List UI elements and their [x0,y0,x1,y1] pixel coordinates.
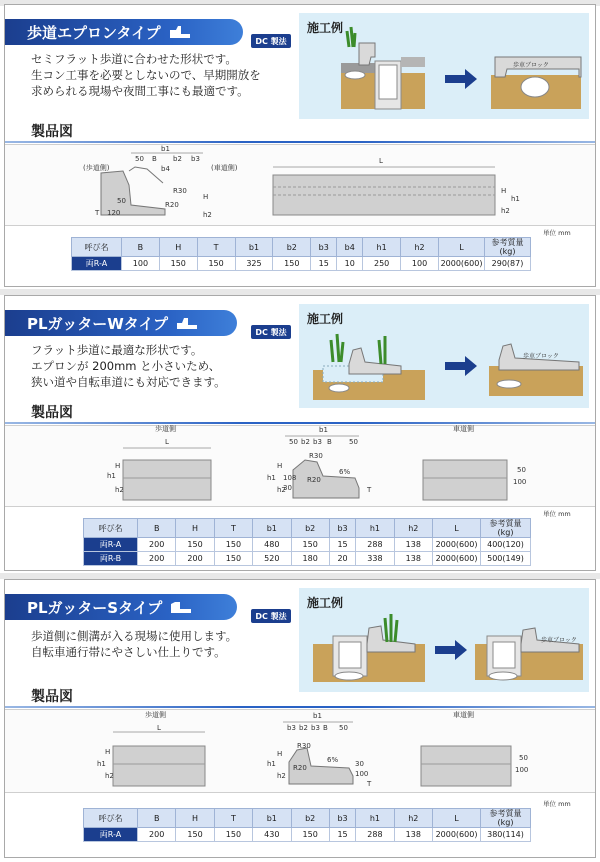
th-b2: b2 [273,238,311,257]
th-b4: b4 [337,238,363,257]
divider [5,141,596,143]
cell: 288 [356,828,394,842]
dim-slope: 6% [339,468,351,476]
dim-L: L [379,157,383,165]
example-label: 施工例 [307,21,344,35]
dim-30: 30 [283,484,292,492]
cell: 200 [138,538,176,552]
unit-label: 単位 mm [543,229,571,237]
dim-b2: b2 [173,155,182,163]
dim-h1: h1 [107,472,116,480]
dim-T: T [95,209,100,217]
table-row [84,828,531,842]
construction-example [299,304,589,408]
dim-h2-front: h2 [501,207,510,215]
section-gutter-w [4,295,596,571]
th-H: H [159,238,197,257]
dim-108: 108 [283,474,297,482]
th-name: 呼び名 [72,238,122,257]
cell: 2000(600) [439,257,485,271]
cell: 430 [253,828,291,842]
cell: 338 [356,552,394,566]
cell: 150 [273,257,311,271]
cell: 150 [214,828,252,842]
dim-b1: b1 [319,426,328,434]
dim-50: 50 [289,438,298,446]
cell: 480 [253,538,291,552]
dim-B: B [323,724,328,732]
cell: 200 [138,552,176,566]
dim-r20: R20 [293,764,307,772]
desc-line: 歩道側に側溝が入る現場に使用します。 [31,629,238,643]
dim-b3: b3 [313,438,322,446]
cell: 380(114) [481,828,531,842]
unit-label: 単位 mm [543,800,571,808]
cell: 両R-B [84,552,138,566]
cell: 290(87) [485,257,531,271]
side-label-sidewalk: (歩道側) [83,164,110,172]
dim-120: 120 [107,209,121,217]
dim-r30: R30 [173,187,187,195]
spec-table [83,518,531,566]
dim-H-mid: H [277,462,283,470]
section-title-bar [5,310,237,336]
dim-50-rt: 50 [517,466,526,474]
desc-line: 求められる現場や夜間工事にも最適です。 [31,84,249,98]
drawing-title: 製品図 [31,689,73,705]
th-b3: b3 [329,519,355,538]
section-gutter-s [4,579,596,858]
dim-b1: b1 [313,712,322,720]
dim-50-left: 50 [117,197,126,205]
cell: 20 [329,552,355,566]
side-label-roadway: 車道側 [453,425,474,433]
cell: 15 [329,538,355,552]
cell: 200 [176,552,214,566]
cell: 2000(600) [433,538,481,552]
construction-example [299,588,589,692]
curb-profile-icon [169,25,191,39]
th-T: T [214,519,252,538]
dim-H-mid: H [277,750,283,758]
th-h1: h1 [356,809,394,828]
example-block-label: 歩車ブロック [541,637,577,644]
example-block-label: 歩車ブロック [513,62,549,69]
dim-r30: R30 [309,452,323,460]
section-title: PLガッターSタイプ [27,598,163,617]
section-description [31,342,226,390]
product-drawing [5,425,596,507]
dim-T: T [367,780,372,788]
table-header-row [84,519,531,538]
cell: 150 [214,538,252,552]
dim-50-rt: 50 [519,754,528,762]
table-row [84,552,531,566]
dim-b4: b4 [161,165,170,173]
dim-h2: h2 [115,486,124,494]
spec-table [83,808,531,842]
dc-badge: DC 製法 [251,325,291,339]
dim-H: H [203,193,209,201]
section-description [31,51,261,99]
spec-table [71,237,531,271]
cell: 138 [394,538,432,552]
th-name: 呼び名 [84,809,138,828]
table-row [84,538,531,552]
divider [5,422,596,424]
table-row [72,257,531,271]
dim-r30: R30 [297,742,311,750]
th-h1: h1 [356,519,394,538]
th-H: H [176,519,214,538]
dim-H: H [115,462,121,470]
cell: 500(149) [481,552,531,566]
dim-h2: h2 [203,211,212,219]
example-block-label: 歩車ブロック [523,353,559,360]
dim-b3-b: b3 [311,724,320,732]
cell: 288 [356,538,394,552]
dim-b3: b3 [287,724,296,732]
dim-B: B [152,155,157,163]
th-b3: b3 [329,809,355,828]
cell: 150 [291,538,329,552]
th-h2: h2 [394,519,432,538]
dim-b2: b2 [301,438,310,446]
dim-B: B [327,438,332,446]
curb-profile-icon [176,316,198,330]
drawing-title: 製品図 [31,124,73,140]
cell: 520 [253,552,291,566]
section-title: 歩道エプロンタイプ [27,23,161,42]
side-label-roadway: (車道側) [211,164,238,172]
cell: 両R-A [84,538,138,552]
desc-line: 生コン工事を必要としないので、早期開放を [31,68,261,82]
th-h1: h1 [363,238,401,257]
construction-example-illustration [299,13,589,119]
th-h2: h2 [401,238,439,257]
cell: 両R-A [84,828,138,842]
th-b2: b2 [291,809,329,828]
dim-b1: b1 [161,145,170,153]
desc-line: フラット歩道に最適な形状です。 [31,343,203,357]
dim-h1-mid: h1 [267,474,276,482]
th-b1: b1 [235,238,273,257]
section-apron [4,4,596,287]
dim-h2-mid: h2 [277,486,286,494]
unit-label: 単位 mm [543,510,571,518]
dim-h1: h1 [97,760,106,768]
cell: 150 [176,828,214,842]
product-drawing [5,709,596,793]
desc-line: 狭い道や自転車道にも対応できます。 [31,375,226,389]
cell: 2000(600) [433,552,481,566]
cell: 2000(600) [433,828,481,842]
construction-example-illustration [299,588,589,692]
dim-r20: R20 [307,476,321,484]
dim-30: 30 [355,760,364,768]
cell: 180 [291,552,329,566]
th-name: 呼び名 [84,519,138,538]
section-title: PLガッターWタイプ [27,314,169,333]
cell: 150 [214,552,252,566]
section-description [31,628,237,660]
th-b1: b1 [253,809,291,828]
th-T: T [197,238,235,257]
dim-r20: R20 [165,201,179,209]
dim-h2-mid: h2 [277,772,286,780]
dim-T: T [367,486,372,494]
dim-L: L [165,438,169,446]
cell: 150 [197,257,235,271]
th-b2: b2 [291,519,329,538]
th-T: T [214,809,252,828]
cell: 100 [122,257,160,271]
dc-badge: DC 製法 [251,34,291,48]
dim-h2: h2 [105,772,114,780]
table-header-row [72,238,531,257]
dim-H: H [105,748,111,756]
cell: 15 [311,257,337,271]
cell: 15 [329,828,355,842]
th-b3: b3 [311,238,337,257]
example-label: 施工例 [307,312,344,326]
cell: 138 [394,828,432,842]
side-label-sidewalk: 歩道側 [145,711,166,719]
th-B: B [138,519,176,538]
cell: 250 [363,257,401,271]
dim-H-front: H [501,187,507,195]
cell: 100 [401,257,439,271]
side-label-roadway: 車道側 [453,711,474,719]
dim-50: 50 [339,724,348,732]
cell: 150 [159,257,197,271]
dim-slope: 6% [327,756,339,764]
dim-h1-mid: h1 [267,760,276,768]
dim-50-right: 50 [349,438,358,446]
drawing-title: 製品図 [31,405,73,421]
cross-section-drawing [5,710,596,794]
dim-100-right: 100 [513,478,527,486]
dim-50: 50 [135,155,144,163]
th-b1: b1 [253,519,291,538]
dim-100: 100 [355,770,369,778]
cell: 200 [138,828,176,842]
section-title-bar [5,594,237,620]
dim-h1-front: h1 [511,195,520,203]
cell: 両R-A [72,257,122,271]
desc-line: セミフラット歩道に合わせた形状です。 [31,52,237,66]
desc-line: 自転車通行帯にやさしい仕上りです。 [31,645,226,659]
dim-L: L [157,724,161,732]
th-L: L [439,238,485,257]
th-h2: h2 [394,809,432,828]
th-L: L [433,519,481,538]
dim-b2: b2 [299,724,308,732]
dc-badge: DC 製法 [251,609,291,623]
th-B: B [122,238,160,257]
cell: 400(120) [481,538,531,552]
construction-example-illustration [299,304,589,408]
example-label: 施工例 [307,596,344,610]
table-header-row [84,809,531,828]
cell: 325 [235,257,273,271]
th-H: H [176,809,214,828]
th-weight: 参考質量 (kg) [481,809,531,828]
cell: 150 [291,828,329,842]
dim-b3: b3 [191,155,200,163]
product-drawing [5,144,596,226]
divider [5,706,596,708]
dim-100-right: 100 [515,766,529,774]
desc-line: エプロンが 200mm と小さいため、 [31,359,221,373]
section-title-bar [5,19,243,45]
th-L: L [433,809,481,828]
th-weight: 参考質量 (kg) [481,519,531,538]
th-B: B [138,809,176,828]
cell: 138 [394,552,432,566]
th-weight: 参考質量 (kg) [485,238,531,257]
construction-example [299,13,589,119]
cell: 10 [337,257,363,271]
curb-profile-icon [170,600,192,614]
side-label-sidewalk: 歩道側 [155,425,176,433]
cell: 150 [176,538,214,552]
